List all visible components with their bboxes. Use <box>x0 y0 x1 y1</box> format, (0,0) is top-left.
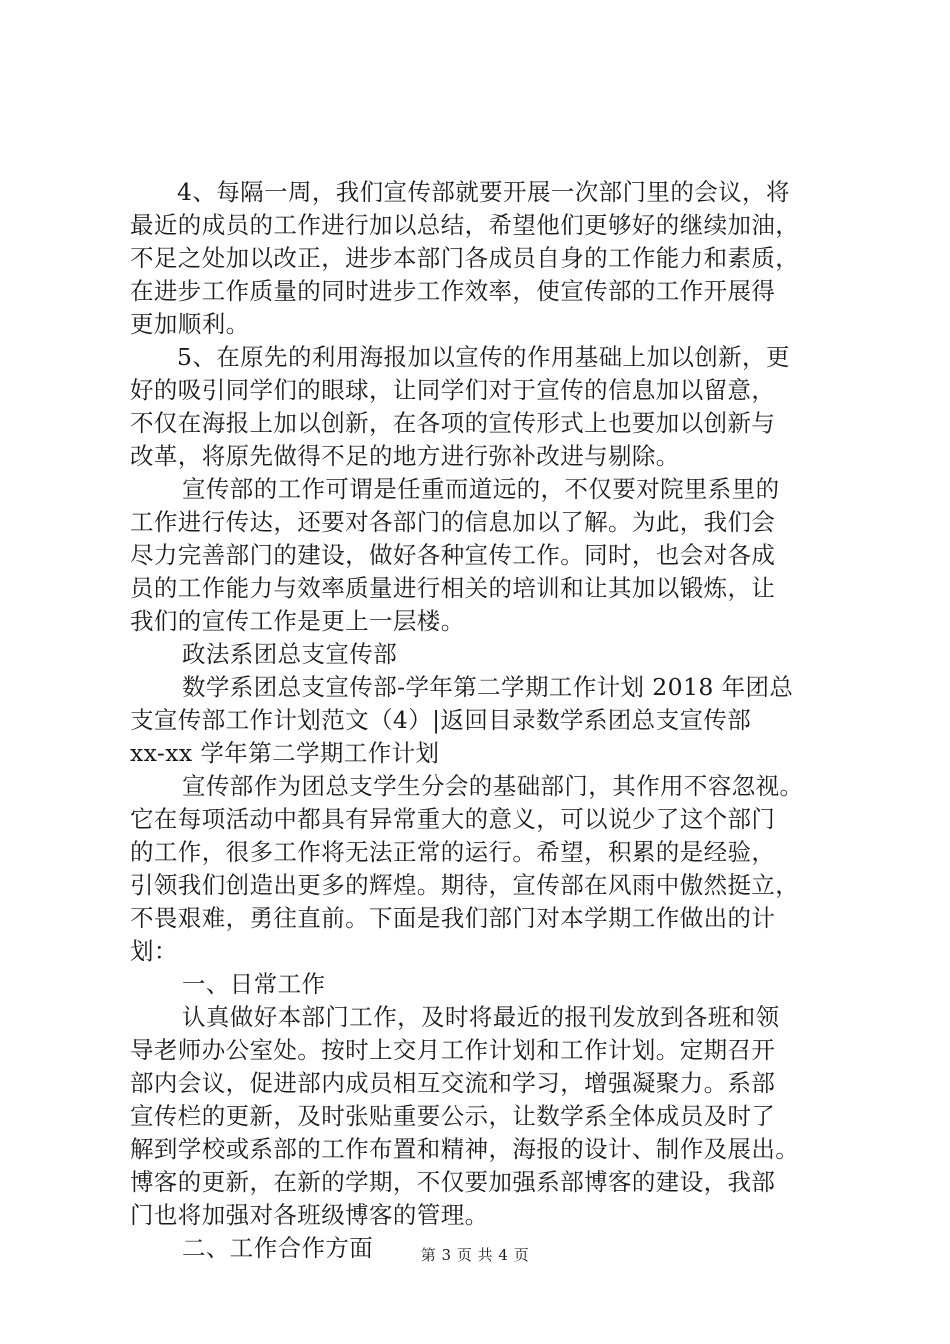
signature-line: 政法系团总支宣传部 <box>182 640 398 668</box>
text-line: 宣传部作为团总支学生分会的基础部门，其作用不容忽视。 <box>182 772 804 800</box>
text-line: 宣传部的工作可谓是任重而道远的，不仅要对院里系里的 <box>182 475 780 503</box>
text-line: 好的吸引同学们的眼球，让同学们对于宣传的信息加以留意， <box>130 376 776 404</box>
text-line: 解到学校或系部的工作布置和精神，海报的设计、制作及展出。 <box>130 1135 800 1163</box>
text-line: 门也将加强对各班级博客的管理。 <box>130 1201 489 1229</box>
text-line: 改革，将原先做得不足的地方进行弥补改进与剔除。 <box>130 442 680 470</box>
text-line: 我们的宣传工作是更上一层楼。 <box>130 607 465 635</box>
text-line: 宣传栏的更新，及时张贴重要公示，让数学系全体成员及时了 <box>130 1102 776 1130</box>
text-line: 不畏艰难，勇往直前。下面是我们部门对本学期工作做出的计 <box>130 904 776 932</box>
article-title-line: 支宣传部工作计划范文（4）|返回目录数学系团总支宣传部 <box>130 706 752 734</box>
text-line: 不仅在海报上加以创新，在各项的宣传形式上也要加以创新与 <box>130 409 776 437</box>
text-line: 认真做好本部门工作，及时将最近的报刊发放到各班和领 <box>182 1003 780 1031</box>
text-line: 它在每项活动中都具有异常重大的意义，可以说少了这个部门 <box>130 805 776 833</box>
text-line: 尽力完善部门的建设，做好各种宣传工作。同时，也会对各成 <box>130 541 776 569</box>
text-line: 引领我们创造出更多的辉煌。期待，宣传部在风雨中傲然挺立， <box>130 871 800 899</box>
text-line: 5、在原先的利用海报加以宣传的作用基础上加以创新，更 <box>177 343 790 371</box>
text-line: 最近的成员的工作进行加以总结，希望他们更够好的继续加油， <box>130 211 800 239</box>
page-number: 第 3 页 共 4 页 <box>420 1246 530 1264</box>
text-line: 4、每隔一周，我们宣传部就要开展一次部门里的会议，将 <box>177 178 790 206</box>
text-line: 工作进行传达，还要对各部门的信息加以了解。为此，我们会 <box>130 508 776 536</box>
text-line: 部内会议，促进部内成员相互交流和学习，增强凝聚力。系部 <box>130 1069 776 1097</box>
article-title-line: 数学系团总支宣传部-学年第二学期工作计划 2018 年团总 <box>182 673 794 701</box>
text-line: 导老师办公室处。按时上交月工作计划和工作计划。定期召开 <box>130 1036 776 1064</box>
document-body <box>130 176 830 1265</box>
text-line: 划： <box>130 937 178 965</box>
page-footer <box>0 1244 950 1265</box>
text-line: 博客的更新，在新的学期，不仅要加强系部博客的建设，我部 <box>130 1168 776 1196</box>
text-line: 员的工作能力与效率质量进行相关的培训和让其加以锻炼，让 <box>130 574 776 602</box>
section-heading: 二、工作合作方面 <box>182 1234 374 1262</box>
text-line: 的工作，很多工作将无法正常的运行。希望，积累的是经验， <box>130 838 776 866</box>
section-heading: 一、日常工作 <box>182 970 326 998</box>
text-line: 更加顺利。 <box>130 310 250 338</box>
article-title-line: xx-xx 学年第二学期工作计划 <box>130 739 440 767</box>
text-line: 不足之处加以改正，进步本部门各成员自身的工作能力和素质， <box>130 244 800 272</box>
text-line: 在进步工作质量的同时进步工作效率，使宣传部的工作开展得 <box>130 277 776 305</box>
